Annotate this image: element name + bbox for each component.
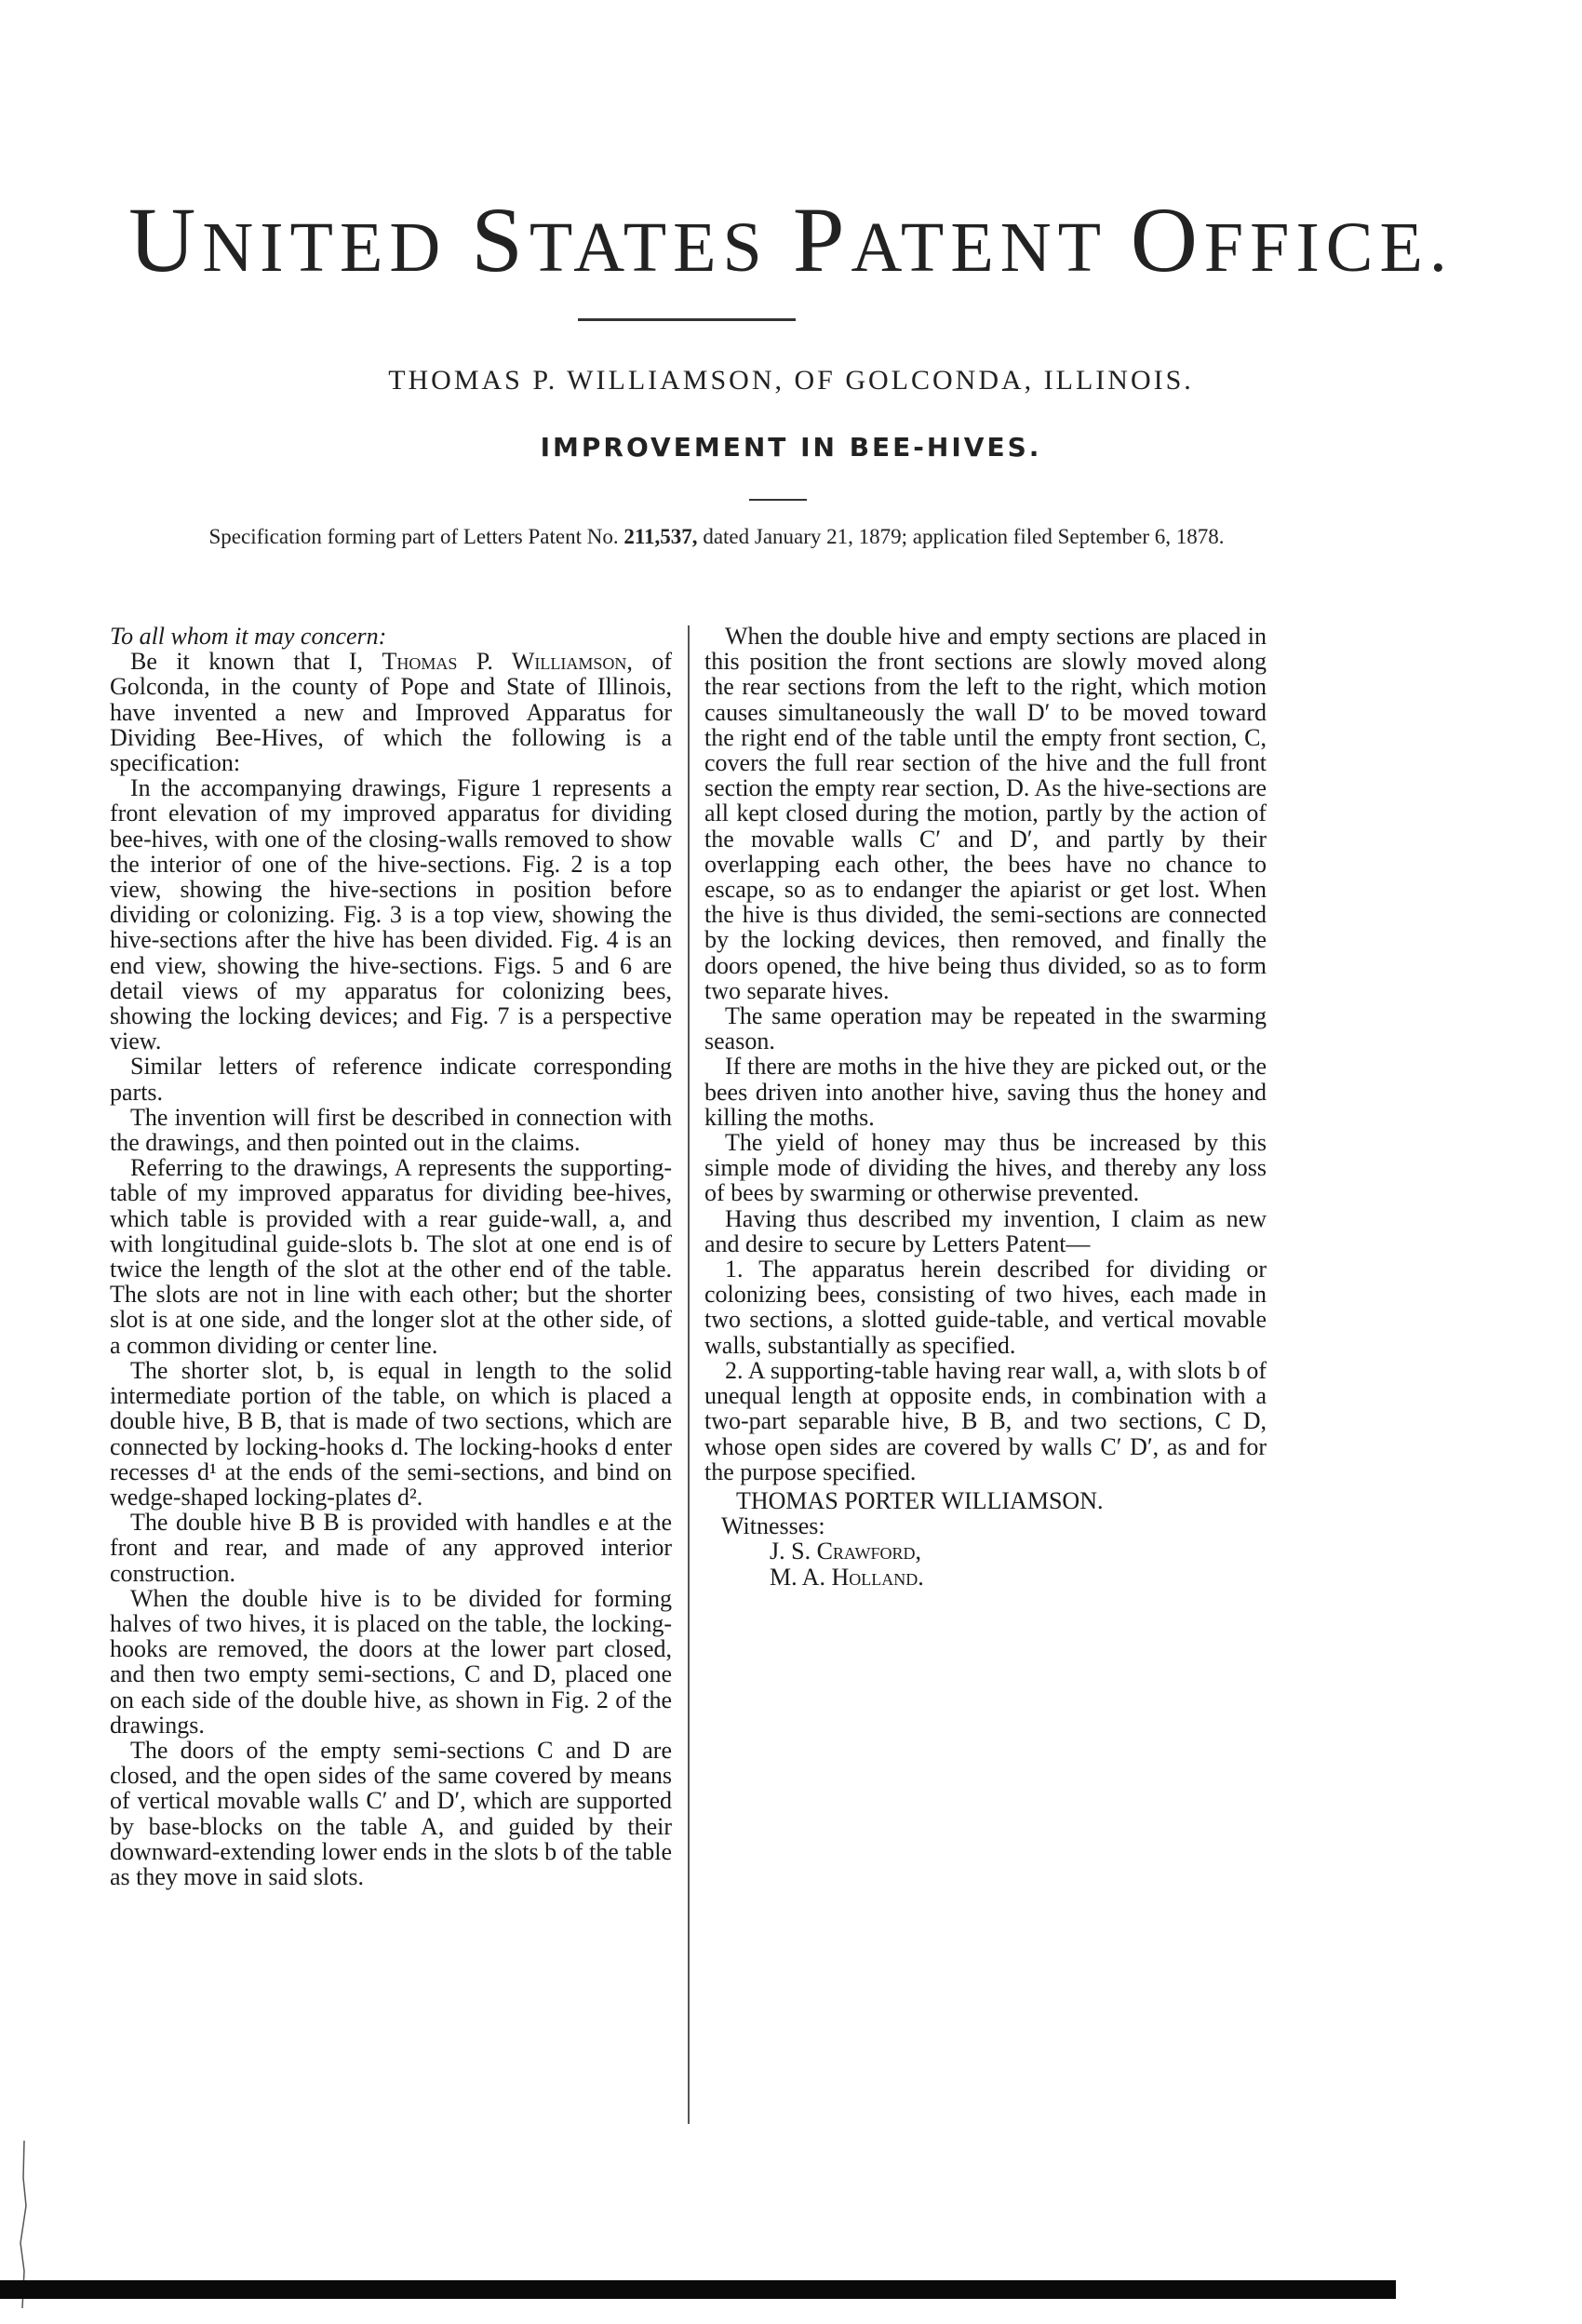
paragraph-invention: The invention will first be described in connection with the drawings, and then pointed out in the claims. (110, 1103, 672, 1157)
paragraph-double-hive: The double hive B B is provided with handles e at the front and rear, and made of any approved interior construction. (110, 1509, 672, 1587)
spec-prefix: Specification forming part of Letters Patent No. (208, 525, 619, 548)
witness-2: M. A. Holland. (770, 1563, 924, 1591)
paragraph-drawings: In the accompanying drawings, Figure 1 represents a front elevation of my improved apparatus for dividing bee-hives, with one of the closing-walls removed to show the interior of one of the hive-sections. Fig. 2 is a top view, showing the hive-sections in position before dividing or colonizing. Fig. 3 is a top view, showing the hive-sections after the hive has been divided. Fig. 4 is an end view, showing the hive-sections. Figs. 5 and 6 are detail views of my apparatus for colonizing bees, showing the locking devices; and Fig. 7 is a perspective view. (110, 774, 672, 1055)
specification-line (168, 523, 1266, 551)
office-word: OFFICE. (1130, 188, 1454, 291)
signer-name: THOMAS PORTER WILLIAMSON. (736, 1486, 1104, 1514)
header-rule (578, 318, 796, 321)
paragraph-yield: The yield of honey may thus be increased by this simple mode of dividing the hives, and thereby any loss of bees by swarming or otherwise prevented. (704, 1129, 1267, 1207)
witness-1: J. S. Crawford, (770, 1538, 921, 1565)
title-rule (749, 499, 807, 501)
spec-suffix: dated January 21, 1879; application filed September 6, 1878. (703, 525, 1225, 548)
paragraph-moths: If there are moths in the hive they are picked out, or the bees driven into another hive, saving thus the honey and killing the moths. (704, 1053, 1267, 1131)
improvement-title: IMPROVEMENT IN BEE-HIVES. (540, 432, 1042, 463)
paragraph-shorter-slot: The shorter slot, b, is equal in length to the solid intermediate portion of the table, on which is placed a double hive, B B, that is made of two sections, which are connected by locking-hooks d. The locking-hooks d enter recesses d¹ at the ends of the semi-sections, and bind on wedge-shaped locking-plates d². (110, 1356, 672, 1511)
patent-number: 211,537, (623, 525, 698, 548)
paragraph-similar: Similar letters of reference indicate corresponding parts. (110, 1053, 672, 1106)
inventor-line: THOMAS P. WILLIAMSON, OF GOLCONDA, ILLINOIS. (388, 365, 1194, 396)
salutation: To all whom it may concern: (110, 623, 387, 650)
column-divider (688, 625, 690, 2124)
office-word: PATENT (792, 188, 1106, 291)
paragraph-doors: The doors of the empty semi-sections C and D are closed, and the open sides of the same covered by means of vertical movable walls C′ and D′, which are supported by base-blocks on the table A, and guided by their downward-extending lower ends in the slots b of the table as they move in said slots. (110, 1736, 672, 1890)
right-column (704, 624, 1267, 1590)
paragraph-when-double: When the double hive and empty sections are placed in this position the front sections are slowly moved along the rear sections from the left to the right, which motion causes simultaneously the wall D′ to be moved toward the right end of the table until the empty front section, C, covers the full rear section of the hive and the full front section the empty rear section, D. As the hive-sections are all kept closed during the motion, partly by the action of the movable walls C′ and D′, and partly by their overlapping each other, the bees have no chance to escape, so as to endanger the apiarist or get lost. When the hive is thus divided, the semi-sections are connected by the locking devices, then removed, and finally the doors opened, the hive being thus divided, so as to form two separate hives. (704, 623, 1267, 1004)
paragraph-claim-intro: Having thus described my invention, I claim as new and desire to secure by Letters Patent— (704, 1204, 1267, 1257)
intro-paragraph: Be it known that I, Thomas P. Williamson, of Golconda, in the county of Pope and State of Illinois, have invented a new and Improved Apparatus for Dividing Bee-Hives, of which the following is a specification: (110, 648, 672, 777)
office-title (0, 186, 1582, 293)
paragraph-referring: Referring to the drawings, A represents the supporting-table of my improved apparatus for dividing bee-hives, which table is provided with a rear guide-wall, a, and with longitudinal guide-slots b. The slot at one end is of twice the length of the slot at the other end of the table. The slots are not in line with each other; but the shorter slot is at one side, and the longer slot at the other side, of a common dividing or center line. (110, 1154, 672, 1359)
claim-2: 2. A supporting-table having rear wall, a, with slots b of unequal length at opposite ends, in combination with a two-part separable hive, B B, and two sections, C D, whose open sides are covered by walls C′ D′, as and for the purpose specified. (704, 1356, 1267, 1485)
left-column (110, 624, 672, 1889)
witnesses-label: Witnesses: (721, 1512, 825, 1540)
paragraph-same: The same operation may be repeated in the swarming season. (704, 1002, 1267, 1055)
claim-1: 1. The apparatus herein described for dividing or colonizing bees, consisting of two hives, each made in two sections, a slotted guide-table, and vertical movable walls, substantially as specified. (704, 1256, 1267, 1359)
scan-border-bar (0, 2280, 1396, 2299)
inventor-name: Thomas P. Williamson (382, 648, 627, 676)
office-word: STATES (471, 188, 769, 291)
office-word: UNITED (128, 188, 448, 291)
paragraph-when-divided: When the double hive is to be divided for forming halves of two hives, it is placed on the table, the locking-hooks are removed, the doors at the lower part closed, and then two empty semi-sections, C and D, placed one on each side of the double hive, as shown in Fig. 2 of the drawings. (110, 1584, 672, 1739)
